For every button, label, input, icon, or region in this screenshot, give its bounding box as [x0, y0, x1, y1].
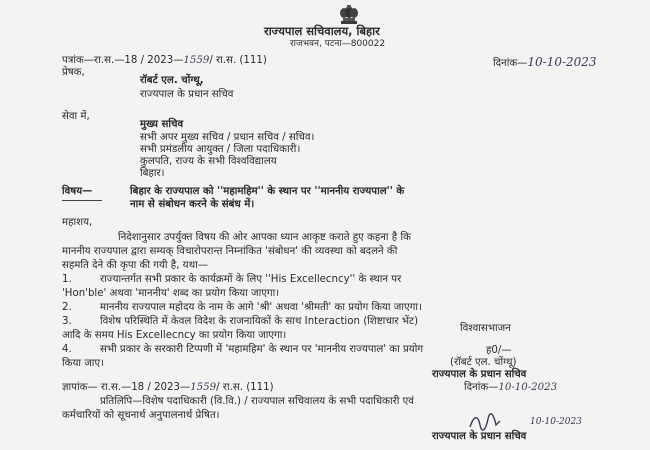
- memo-designation: राज्यपाल के प्रधान सचिव: [432, 431, 527, 442]
- body-intro-line: सहमति देने की कृपा की गयी है, यथा—: [62, 260, 208, 271]
- point-line: आदि के समय His Excellecncy का प्रयोग किया जाएगा।: [62, 330, 287, 341]
- sender-name: रॉबर्ट एल. चोंग्थू,: [140, 75, 204, 86]
- body-intro-line: माननीय राज्यपाल द्वारा सम्यक् विचारोपरान्त निम्नांकित 'संबोधन' की व्यवस्था को बदलने की: [62, 246, 398, 257]
- memo-date: [464, 383, 557, 393]
- office-address: राजभवन, पटना—800022: [290, 39, 386, 49]
- date-handwritten: 10-10-2023: [527, 55, 597, 69]
- reference-number: [62, 56, 267, 66]
- memo-number: [62, 383, 274, 393]
- point-number: 2.: [62, 302, 72, 313]
- point-line: विशेष परिस्थिति में केवल विदेश के राजनायिकों के साथ Interaction (शिष्टाचार भेंट): [100, 316, 419, 327]
- point-line: किया जाए।: [62, 358, 104, 369]
- sender-label: प्रेषक,: [62, 67, 85, 78]
- point-number: 1.: [62, 274, 72, 285]
- memo-copy-line: प्रतिलिपि—विशेष पदाधिकारी (वि.वि.) / राज्यपाल सचिवालय के सभी पदाधिकारी एवं: [100, 396, 414, 407]
- state-emblem-icon: [336, 4, 362, 26]
- subject-line-1: बिहार के राज्यपाल को ''महामहिम'' के स्थान पर ''माननीय राज्यपाल'' के: [130, 186, 405, 197]
- salutation: महाशय,: [62, 217, 93, 228]
- recipient-line: बिहार।: [140, 168, 165, 179]
- recipient-line: सभी प्रमंडलीय आयुक्त / जिला पदाधिकारी।: [140, 144, 301, 155]
- point-line: सभी प्रकार के सरकारी टिप्पणी में 'महामहिम' के स्थान पर 'माननीय राज्यपाल' का प्रयोग: [100, 344, 424, 355]
- memo-suffix: / रा.स. (111): [216, 382, 274, 393]
- point-line: राज्यान्तर्गत सभी प्रकार के कार्यक्रमों के लिए ''His Excellecncy'' के स्थान पर: [100, 274, 402, 285]
- point-number: 3.: [62, 316, 72, 327]
- point-number: 4.: [62, 344, 72, 355]
- memo-date-handwritten: 10-10-2023: [498, 382, 558, 393]
- subject-line-2: नाम से संबोधन करने के संबंध में।: [130, 199, 255, 210]
- memo-number-handwritten: 1559: [190, 382, 217, 393]
- closing-designation: राज्यपाल के प्रधान सचिव: [432, 369, 527, 380]
- ref-prefix: पत्रांक—रा.स.—18 / 2023—: [62, 55, 184, 66]
- memo-copy-line: कर्मचारियों को सूचनार्थ अनुपालनार्थ प्रेषित।: [62, 410, 220, 421]
- date-label: दिनांक—: [493, 58, 528, 69]
- recipient-line: सभी अपर मुख्य सचिव / प्रधान सचिव / सचिव।: [140, 132, 315, 143]
- subject-label: विषय—: [62, 186, 93, 197]
- point-line: 'Hon'ble' अथवा 'माननीय' शब्द का प्रयोग किया जाएगा।: [62, 288, 280, 299]
- recipient-title: मुख्य सचिव: [140, 119, 184, 130]
- recipient-line: कुलपति, राज्य के सभी विश्वविद्यालय: [140, 156, 277, 167]
- recipients-label: सेवा में,: [62, 111, 90, 122]
- office-name: राज्यपाल सचिवालय, बिहार: [264, 24, 380, 38]
- handwritten-signature-icon: [468, 413, 518, 431]
- point-line: माननीय राज्यपाल महोदय के नाम के आगे 'श्री' अथवा 'श्रीमती' का प्रयोग किया जाएगा।: [100, 302, 422, 313]
- reference-date: [493, 56, 597, 69]
- ref-suffix: / रा.स. (111): [209, 55, 267, 66]
- sign-date-handwritten: 10-10-2023: [530, 417, 582, 427]
- memo-prefix: ज्ञापांक— रा.स.—18 / 2023—: [62, 382, 191, 393]
- subject-underline: [62, 200, 102, 201]
- closing-regards: विश्वासभाजन: [460, 323, 511, 334]
- memo-date-label: दिनांक—: [464, 382, 499, 393]
- sender-designation: राज्यपाल के प्रधान सचिव: [140, 89, 234, 100]
- ref-number-handwritten: 1559: [183, 55, 210, 66]
- closing-name: (रॉबर्ट एल. चोंग्थू): [450, 357, 517, 368]
- closing-signed: ह0/—: [486, 345, 512, 356]
- body-intro-line: निदेशानुसार उपर्युक्त विषय की ओर आपका ध्यान आकृष्ट कराते हुए कहना है कि: [118, 232, 411, 243]
